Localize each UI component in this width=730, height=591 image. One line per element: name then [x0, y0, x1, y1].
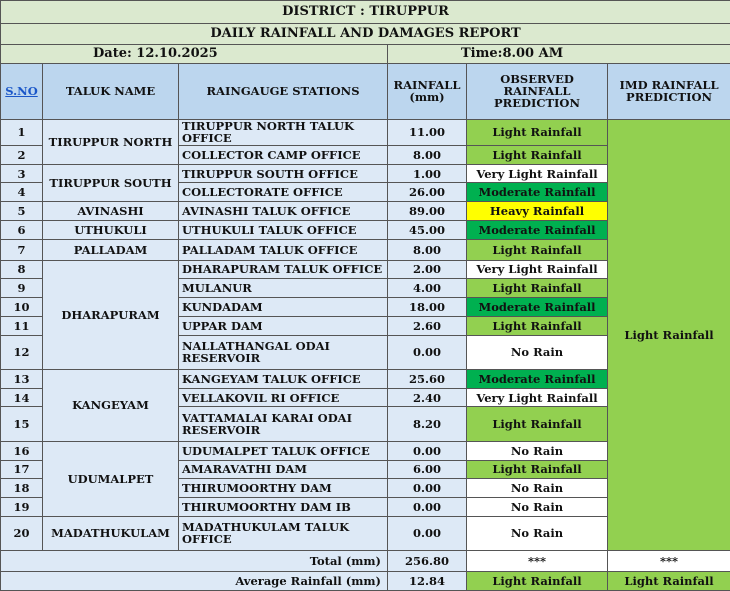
column-header-taluk: TALUK NAME	[43, 63, 179, 119]
average-imd: Light Rainfall	[608, 572, 730, 591]
sno-cell: 2	[1, 145, 43, 164]
observed-prediction-cell: Light Rainfall	[467, 119, 608, 145]
observed-prediction-cell: Moderate Rainfall	[467, 298, 608, 317]
column-header-row	[1, 63, 730, 119]
station-cell: MULANUR	[179, 279, 388, 298]
report-time: Time:8.00 AM	[388, 44, 730, 63]
observed-prediction-cell: Light Rainfall	[467, 460, 608, 479]
sno-cell: 5	[1, 202, 43, 221]
total-observed: ***	[467, 551, 608, 572]
sno-cell: 9	[1, 279, 43, 298]
average-observed: Light Rainfall	[467, 572, 608, 591]
district-row	[1, 1, 730, 24]
station-cell: KANGEYAM TALUK OFFICE	[179, 369, 388, 388]
taluk-name-cell: UDUMALPET	[43, 441, 179, 516]
observed-prediction-cell: No Rain	[467, 498, 608, 517]
rainfall-cell: 2.00	[388, 260, 467, 279]
observed-prediction-cell: Light Rainfall	[467, 407, 608, 441]
station-cell: COLLECTORATE OFFICE	[179, 183, 388, 202]
rainfall-cell: 0.00	[388, 441, 467, 460]
observed-prediction-cell: Moderate Rainfall	[467, 220, 608, 239]
station-cell: UTHUKULI TALUK OFFICE	[179, 220, 388, 239]
station-cell: AVINASHI TALUK OFFICE	[179, 202, 388, 221]
sno-cell: 13	[1, 369, 43, 388]
rainfall-cell: 8.20	[388, 407, 467, 441]
report-title-row	[1, 23, 730, 44]
total-value: 256.80	[388, 551, 467, 572]
station-cell: THIRUMOORTHY DAM IB	[179, 498, 388, 517]
sno-cell: 18	[1, 479, 43, 498]
rainfall-cell: 2.40	[388, 388, 467, 407]
observed-prediction-cell: Very Light Rainfall	[467, 260, 608, 279]
report-date: Date: 12.10.2025	[1, 44, 388, 63]
sno-cell: 12	[1, 335, 43, 369]
sno-cell: 8	[1, 260, 43, 279]
sno-cell: 6	[1, 220, 43, 239]
sno-cell: 15	[1, 407, 43, 441]
rainfall-cell: 0.00	[388, 335, 467, 369]
total-label: Total (mm)	[1, 551, 388, 572]
rainfall-cell: 18.00	[388, 298, 467, 317]
column-header-sno[interactable]	[1, 63, 43, 119]
sno-cell: 16	[1, 441, 43, 460]
taluk-name-cell: AVINASHI	[43, 202, 179, 221]
station-cell: VATTAMALAI KARAI ODAI RESERVOIR	[179, 407, 388, 441]
rainfall-cell: 0.00	[388, 498, 467, 517]
column-header-rainfall: RAINFALL (mm)	[388, 63, 467, 119]
station-cell: TIRUPPUR NORTH TALUK OFFICE	[179, 119, 388, 145]
station-cell: TIRUPPUR SOUTH OFFICE	[179, 164, 388, 183]
average-label: Average Rainfall (mm)	[1, 572, 388, 591]
average-value: 12.84	[388, 572, 467, 591]
station-cell: VELLAKOVIL RI OFFICE	[179, 388, 388, 407]
rainfall-cell: 8.00	[388, 239, 467, 260]
taluk-name-cell: PALLADAM	[43, 239, 179, 260]
observed-prediction-cell: Heavy Rainfall	[467, 202, 608, 221]
station-cell: THIRUMOORTHY DAM	[179, 479, 388, 498]
observed-prediction-cell: Moderate Rainfall	[467, 369, 608, 388]
rainfall-cell: 26.00	[388, 183, 467, 202]
observed-prediction-cell: Moderate Rainfall	[467, 183, 608, 202]
report-title: DAILY RAINFALL AND DAMAGES REPORT	[1, 23, 730, 44]
taluk-name-cell: DHARAPURAM	[43, 260, 179, 369]
station-cell: UPPAR DAM	[179, 316, 388, 335]
observed-prediction-cell: Light Rainfall	[467, 239, 608, 260]
total-row	[1, 551, 730, 572]
sno-cell: 1	[1, 119, 43, 145]
sno-cell: 19	[1, 498, 43, 517]
sno-link[interactable]: S.NO	[5, 84, 38, 99]
rainfall-cell: 2.60	[388, 316, 467, 335]
date-time-row	[1, 44, 730, 63]
station-cell: AMARAVATHI DAM	[179, 460, 388, 479]
station-cell: NALLATHANGAL ODAI RESERVOIR	[179, 335, 388, 369]
observed-prediction-cell: Light Rainfall	[467, 145, 608, 164]
observed-prediction-cell: No Rain	[467, 479, 608, 498]
taluk-name-cell: TIRUPPUR SOUTH	[43, 164, 179, 202]
observed-prediction-cell: Light Rainfall	[467, 279, 608, 298]
sno-cell: 11	[1, 316, 43, 335]
observed-prediction-cell: No Rain	[467, 516, 608, 550]
observed-prediction-cell: Very Light Rainfall	[467, 388, 608, 407]
station-cell: MADATHUKULAM TALUK OFFICE	[179, 516, 388, 550]
rainfall-cell: 0.00	[388, 516, 467, 550]
station-cell: UDUMALPET TALUK OFFICE	[179, 441, 388, 460]
sno-cell: 4	[1, 183, 43, 202]
rainfall-cell: 6.00	[388, 460, 467, 479]
sno-cell: 7	[1, 239, 43, 260]
sno-cell: 17	[1, 460, 43, 479]
observed-prediction-cell: No Rain	[467, 335, 608, 369]
rainfall-cell: 1.00	[388, 164, 467, 183]
table-row	[1, 119, 730, 145]
sno-cell: 20	[1, 516, 43, 550]
total-imd: ***	[608, 551, 730, 572]
sno-cell: 14	[1, 388, 43, 407]
column-header-observed: OBSERVED RAINFALL PREDICTION	[467, 63, 608, 119]
district-title: DISTRICT : TIRUPPUR	[1, 1, 730, 24]
rainfall-cell: 8.00	[388, 145, 467, 164]
taluk-name-cell: TIRUPPUR NORTH	[43, 119, 179, 164]
rainfall-cell: 11.00	[388, 119, 467, 145]
rainfall-cell: 45.00	[388, 220, 467, 239]
station-cell: COLLECTOR CAMP OFFICE	[179, 145, 388, 164]
rainfall-cell: 4.00	[388, 279, 467, 298]
station-cell: PALLADAM TALUK OFFICE	[179, 239, 388, 260]
average-row	[1, 572, 730, 591]
sno-cell: 10	[1, 298, 43, 317]
column-header-station: RAINGAUGE STATIONS	[179, 63, 388, 119]
station-cell: KUNDADAM	[179, 298, 388, 317]
observed-prediction-cell: Light Rainfall	[467, 316, 608, 335]
rainfall-cell: 89.00	[388, 202, 467, 221]
station-cell: DHARAPURAM TALUK OFFICE	[179, 260, 388, 279]
observed-prediction-cell: No Rain	[467, 441, 608, 460]
taluk-name-cell: KANGEYAM	[43, 369, 179, 441]
observed-prediction-cell: Very Light Rainfall	[467, 164, 608, 183]
column-header-imd: IMD RAINFALL PREDICTION	[608, 63, 730, 119]
imd-prediction-cell: Light Rainfall	[608, 119, 730, 550]
rainfall-cell: 0.00	[388, 479, 467, 498]
taluk-name-cell: UTHUKULI	[43, 220, 179, 239]
taluk-name-cell: MADATHUKULAM	[43, 516, 179, 550]
rainfall-cell: 25.60	[388, 369, 467, 388]
sno-cell: 3	[1, 164, 43, 183]
